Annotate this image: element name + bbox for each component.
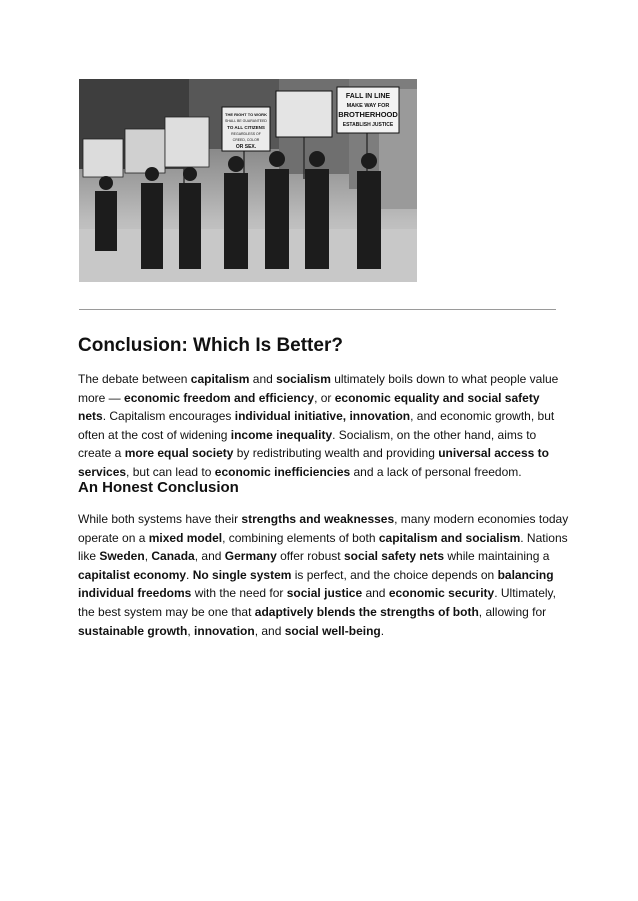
paragraph-line: [78, 603, 558, 622]
sign-text: CREED, COLOR: [232, 138, 260, 142]
page-title: Conclusion: Which Is Better?: [78, 335, 343, 356]
text-run: , allowing for: [478, 604, 547, 619]
bold-text: nets: [78, 409, 103, 424]
text-run: operate on a: [78, 530, 149, 545]
bold-text: adaptively blends the strengths of both: [254, 604, 479, 619]
sign-text: BROTHERHOOD: [338, 110, 398, 119]
sign-text: OR SEX.: [235, 144, 257, 150]
bold-text: capitalism and socialism: [378, 530, 521, 545]
conclusion-paragraph: [78, 370, 558, 482]
bold-text: services: [78, 464, 127, 479]
bold-text: Sweden: [99, 549, 145, 564]
bold-text: capitalist economy: [78, 567, 187, 582]
paragraph-line: [78, 547, 558, 566]
text-run: , and: [194, 549, 225, 564]
bold-text: socialism: [276, 372, 331, 386]
sign-text: SHALL BE GUARANTEED: [225, 119, 267, 123]
bold-text: more equal society: [124, 446, 234, 461]
text-run: the best system may be one that: [78, 604, 255, 619]
text-run: , or: [314, 390, 335, 405]
paragraph-line: [78, 622, 558, 641]
protest-photo: [79, 79, 417, 282]
text-run: , combining elements of both: [222, 530, 379, 545]
bold-text: Canada: [151, 549, 195, 564]
text-run: and: [362, 586, 389, 601]
text-run: . Socialism, on the other hand, aims to: [332, 427, 537, 442]
bold-text: economic security: [388, 586, 495, 601]
sign-text: FALL IN LINE: [345, 93, 391, 100]
text-run: ,: [144, 549, 152, 564]
bold-text: innovation: [194, 623, 255, 638]
text-run: ultimately boils down to what people value: [330, 372, 559, 386]
sign-text: MAKE WAY FOR: [346, 103, 390, 109]
bold-text: mixed model: [148, 530, 223, 545]
text-run: . Capitalism encourages: [102, 409, 235, 424]
text-run: . Ultimately,: [494, 586, 556, 601]
paragraph-line: [78, 529, 568, 548]
bold-text: strengths and weaknesses: [241, 512, 395, 526]
text-run: offer robust: [276, 549, 344, 564]
paragraph-line: [78, 510, 569, 529]
bold-text: capitalism: [190, 372, 250, 386]
text-run: , but can lead to: [126, 464, 215, 479]
divider: [79, 309, 556, 310]
bold-text: balancing: [497, 567, 554, 582]
paragraph-line: [78, 426, 558, 445]
paragraph-line: [78, 389, 558, 408]
paragraph-line: [78, 407, 558, 426]
text-run: . Nations: [520, 530, 568, 545]
bold-text: individual initiative, innovation: [234, 409, 411, 424]
text-run: While both systems have their: [78, 512, 242, 526]
paragraph-line: [78, 566, 558, 585]
bold-text: individual freedoms: [78, 586, 192, 601]
honest-conclusion-paragraph: [78, 510, 569, 640]
bold-text: universal access to: [438, 446, 549, 461]
paragraph-line: [78, 370, 558, 389]
text-run: while maintaining a: [444, 549, 550, 564]
text-run: , many modern economies today: [394, 512, 569, 526]
sign-text: REGARDLESS OF: [231, 132, 261, 136]
sign-text: ESTABLISH JUSTICE: [342, 122, 394, 128]
text-run: , and economic growth, but: [410, 409, 555, 424]
sign-text: THE RIGHT TO WORK: [225, 112, 267, 117]
bold-text: economic equality and social safety: [334, 390, 540, 405]
text-run: with the need for: [191, 586, 287, 601]
bold-text: social well-being: [284, 623, 381, 638]
paragraph-line: [78, 444, 558, 463]
bold-text: No single system: [192, 567, 292, 582]
bold-text: social safety nets: [343, 549, 445, 564]
section-subheading: An Honest Conclusion: [78, 479, 239, 496]
text-run: and a lack of personal freedom.: [350, 464, 522, 479]
text-run: , and: [254, 623, 285, 638]
paragraph-line: [78, 584, 558, 603]
bold-text: economic inefficiencies: [214, 464, 351, 479]
text-run: like: [78, 549, 100, 564]
bold-text: income inequality: [230, 427, 333, 442]
sign-text: TO ALL CITIZENS: [227, 125, 265, 130]
text-run: and: [249, 372, 277, 386]
text-run: often at the cost of widening: [78, 427, 231, 442]
bold-text: Germany: [224, 549, 277, 564]
text-run: The debate between: [78, 372, 191, 386]
bold-text: sustainable growth: [78, 623, 188, 638]
text-run: more —: [78, 390, 125, 405]
text-run: create a: [78, 446, 125, 461]
protest-photo-illustration: [79, 79, 417, 282]
bold-text: economic freedom and efficiency: [124, 390, 315, 405]
text-run: by redistributing wealth and providing: [233, 446, 439, 461]
text-run: .: [186, 567, 193, 582]
bold-text: social justice: [286, 586, 363, 601]
text-run: ,: [187, 623, 195, 638]
text-run: .: [380, 623, 385, 638]
text-run: is perfect, and the choice depends on: [291, 567, 498, 582]
